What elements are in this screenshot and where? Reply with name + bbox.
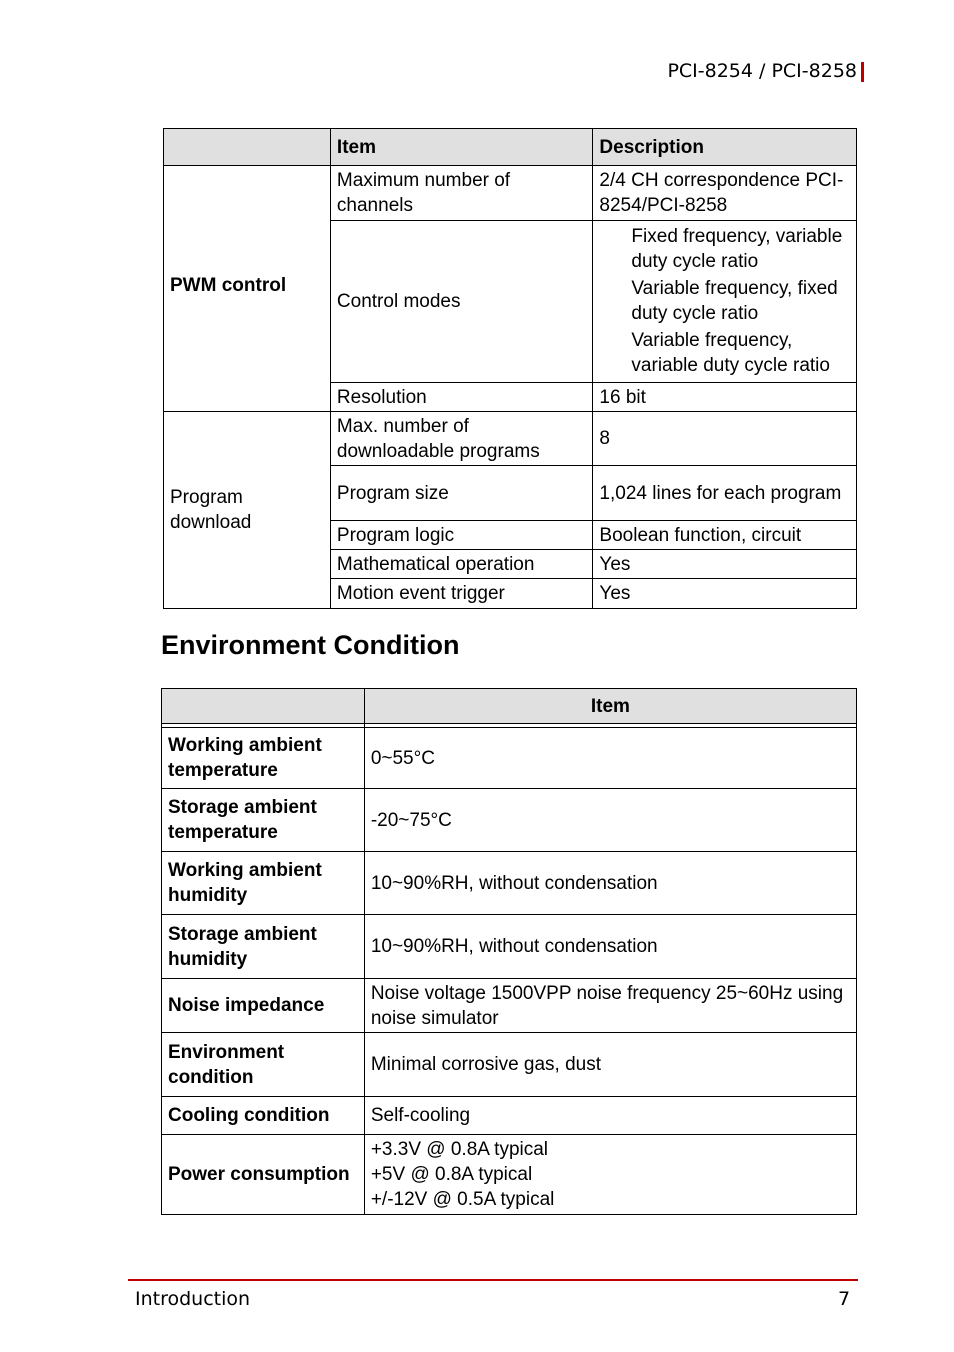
row-label: Power consumption xyxy=(162,1135,365,1215)
table-row xyxy=(162,852,857,915)
table-row xyxy=(162,1033,857,1097)
desc-cell: 1,024 lines for each program xyxy=(593,466,857,521)
desc-cell: Boolean function, circuit xyxy=(593,521,857,550)
mode-item: Variable frequency, variable duty cycle ratio xyxy=(631,329,830,376)
row-value: Noise voltage 1500VPP noise frequency 25~60Hz using noise simulator xyxy=(364,979,856,1033)
row-value: Self-cooling xyxy=(364,1097,856,1135)
footer-section: Introduction xyxy=(135,1288,251,1310)
header-cell xyxy=(162,689,365,724)
table-row xyxy=(162,728,857,789)
table-row xyxy=(164,166,857,221)
header-cell xyxy=(164,129,331,166)
value-line: +5V @ 0.8A typical xyxy=(370,1164,533,1185)
item-cell: Resolution xyxy=(330,383,593,412)
row-label: Noise impedance xyxy=(162,979,365,1033)
item-cell: Program logic xyxy=(330,521,593,550)
header-cell: Item xyxy=(364,689,856,724)
desc-cell: 2/4 CH correspondence PCI-8254/PCI-8258 xyxy=(593,166,857,221)
modes-cell xyxy=(593,221,857,383)
item-cell: Mathematical operation xyxy=(330,550,593,579)
item-cell: Control modes xyxy=(330,221,593,383)
header-cell: Description xyxy=(593,129,857,166)
header-cell: Item xyxy=(330,129,593,166)
row-value: Minimal corrosive gas, dust xyxy=(364,1033,856,1097)
item-cell: Program size xyxy=(330,466,593,521)
row-label: Storage ambient humidity xyxy=(162,915,365,979)
row-value: 10~90%RH, without condensation xyxy=(364,852,856,915)
row-label: Working ambient humidity xyxy=(162,852,365,915)
value-line: +3.3V @ 0.8A typical xyxy=(370,1139,549,1160)
page-number: 7 xyxy=(838,1288,851,1310)
mode-item: Variable frequency, fixed duty cycle ratio xyxy=(631,277,838,324)
desc-cell: Yes xyxy=(593,550,857,579)
value-line: +/-12V @ 0.5A typical xyxy=(370,1189,555,1210)
section-title: Environment Condition xyxy=(161,630,460,660)
item-cell: Max. number of downloadable programs xyxy=(330,412,593,466)
row-label: Working ambient temperature xyxy=(162,728,365,789)
table-header-row xyxy=(164,129,857,166)
mode-item: Fixed frequency, variable duty cycle ratio xyxy=(631,225,843,272)
row-label: Environment condition xyxy=(162,1033,365,1097)
row-value: -20~75°C xyxy=(364,789,856,852)
item-cell: Motion event trigger xyxy=(330,579,593,609)
desc-cell: 16 bit xyxy=(593,383,857,412)
group-label: Program download xyxy=(164,412,331,609)
desc-cell: 8 xyxy=(593,412,857,466)
running-header: PCI-8254 / PCI-8258 xyxy=(667,60,857,82)
item-cell: Maximum number of channels xyxy=(330,166,593,221)
row-value: 0~55°C xyxy=(364,728,856,789)
header-accent-bar xyxy=(861,62,864,82)
table-row xyxy=(162,979,857,1033)
table-row xyxy=(162,915,857,979)
table-row xyxy=(164,412,857,466)
group-label: PWM control xyxy=(164,166,331,412)
environment-table xyxy=(161,688,857,1215)
table-row xyxy=(162,789,857,852)
table-header-row xyxy=(162,689,857,724)
table-row xyxy=(162,1135,857,1215)
footer-rule xyxy=(128,1279,858,1281)
row-label: Cooling condition xyxy=(162,1097,365,1135)
row-value: 10~90%RH, without condensation xyxy=(364,915,856,979)
table-row xyxy=(162,1097,857,1135)
desc-cell: Yes xyxy=(593,579,857,609)
row-label: Storage ambient temperature xyxy=(162,789,365,852)
row-value xyxy=(364,1135,856,1215)
pwm-spec-table xyxy=(163,128,857,609)
